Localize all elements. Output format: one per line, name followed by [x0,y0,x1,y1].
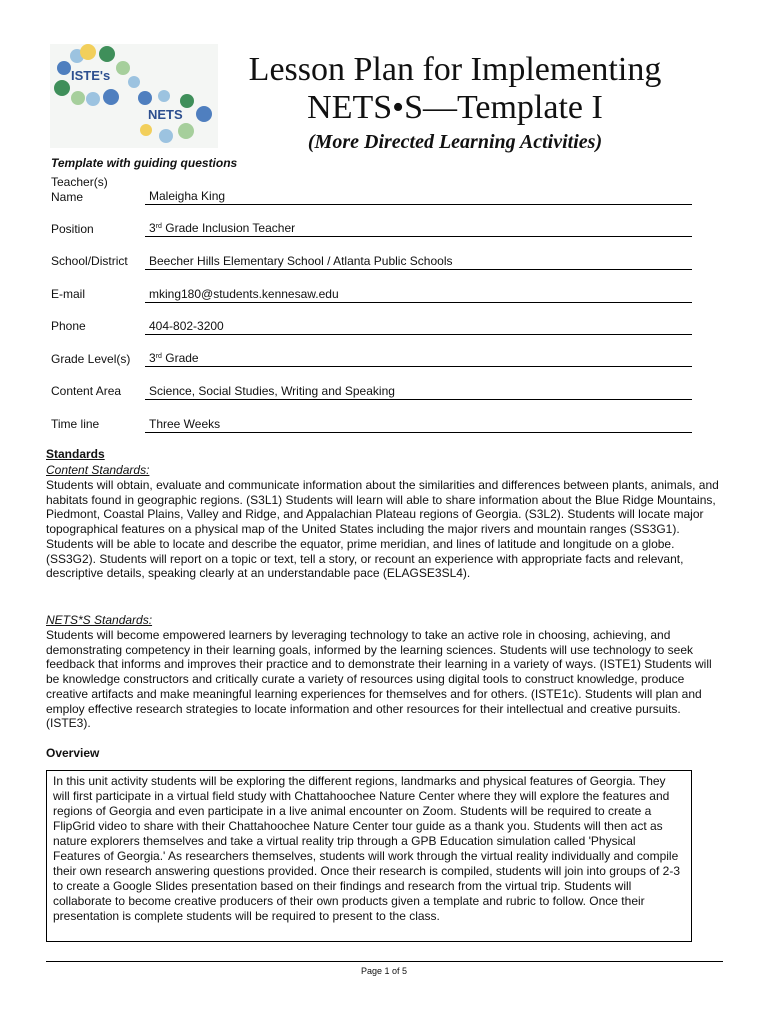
content-standards-text: Students will obtain, evaluate and communicate information about the similarities and differences between plants, animals, and habitats found in geographic regions. (S3L1) Students will learn will able to share information about the Blue Ridge Mountains, Piedmont, Coastal Plains, Valley and Ridge, and Appalachian Plateau regions of Georgia. (S3L2). Students will locate major topographical features on a physical map of the United States including the major rivers and mountain ranges (SS3G1). Students will be able to locate and describe the equator, prime meridian, and lines of latitude and longitude on a globe. (SS3G2). Students will report on a topic or text, tell a story, or recount an experience with appropriate facts and relevant, descriptive details, speaking clearly at an understandable pace (ELAGSE3SL4). [46,478,719,581]
grade-label: Grade Level(s) [51,352,131,366]
iste-nets-logo [50,44,218,148]
standards-heading: Standards [46,447,105,461]
content-area-field[interactable]: Science, Social Studies, Writing and Speaking [145,384,692,400]
position-value-sup: rd [155,223,162,230]
template-note: Template with guiding questions [51,156,238,170]
grade-value-sup: rd [155,353,162,360]
position-value-rest: Grade Inclusion Teacher [161,221,296,235]
email-field[interactable]: mking180@students.kennesaw.edu [145,287,692,303]
logo-text-iste: ISTE's [71,68,111,83]
nets-standards-text: Students will become empowered learners by leveraging technology to take an active role in choosing, achieving, and demonstrating competency in their learning goals, informed by the learning sciences. Students will use technology to seek feedback that informs and improves their practice and to demonstrate their learning in a variety of ways. (ISTE1) Students will be knowledge constructors and critically curate a variety of resources using digital tools to construct knowledge, produce creative artifacts and make meaningful learning experiences for themselves and for others. (ISTE1c). Students will plan and employ effective research strategies to locate information and other resources for their intellectual and creative pursuits. (ISTE3). [46,628,712,731]
overview-box [46,770,692,942]
position-field[interactable] [145,221,692,237]
page-number: Page 1 of 5 [360,966,408,976]
school-label: School/District [51,254,128,268]
teacher-label-line1: Teacher(s) [51,175,108,189]
phone-field[interactable]: 404-802-3200 [145,319,692,335]
grade-value-num: 3 [149,351,156,365]
timeline-label: Time line [51,417,100,431]
content-area-label: Content Area [51,384,122,398]
email-label: E-mail [51,287,86,301]
teacher-label-line2: Name [51,190,84,204]
phone-label: Phone [51,319,86,333]
overview-heading: Overview [46,746,100,760]
timeline-field[interactable]: Three Weeks [145,417,692,433]
page-title-line2: NETS•S—Template I [307,89,603,126]
position-value-num: 3 [149,221,156,235]
teacher-name-field[interactable]: Maleigha King [145,189,692,205]
page-title-line1: Lesson Plan for Implementing [248,51,662,88]
grade-value-rest: Grade [161,351,199,365]
logo-text-nets: NETS [148,107,183,122]
nets-standards-heading: NETS*S Standards: [46,613,153,627]
overview-text: In this unit activity students will be exploring the different regions, landmarks and physical features of Georgia. They will first participate in a virtual field study with Chattahoochee Nature Center where they will explore the features and regions of Georgia and even participate in a live animal encounter on Zoom. Students will be required to create a FlipGrid video to share with their Chattahoochee Nature Center tour guide as a thank you. Students will then act as nature explorers themselves and take a virtual reality trip through a GPB Education simulation called 'Physical Features of Georgia.' As researchers themselves, students will work through the virtual reality individually and compile their own research answering questions provided. Once their research is compiled, students will join into groups of 2-3 to create a Google Slides presentation based on their findings and research from the virtual trip. Students will collaborate to become creative producers of their own products given a template and rubric to follow. Once their presentation is complete students will be required to present to the class. [53,774,680,923]
position-label: Position [51,222,94,236]
page-subtitle: (More Directed Learning Activities) [307,131,603,153]
school-field[interactable]: Beecher Hills Elementary School / Atlanta Public Schools [145,254,692,270]
footer-divider [46,961,723,962]
grade-field[interactable] [145,351,692,367]
content-standards-heading: Content Standards: [46,463,150,477]
